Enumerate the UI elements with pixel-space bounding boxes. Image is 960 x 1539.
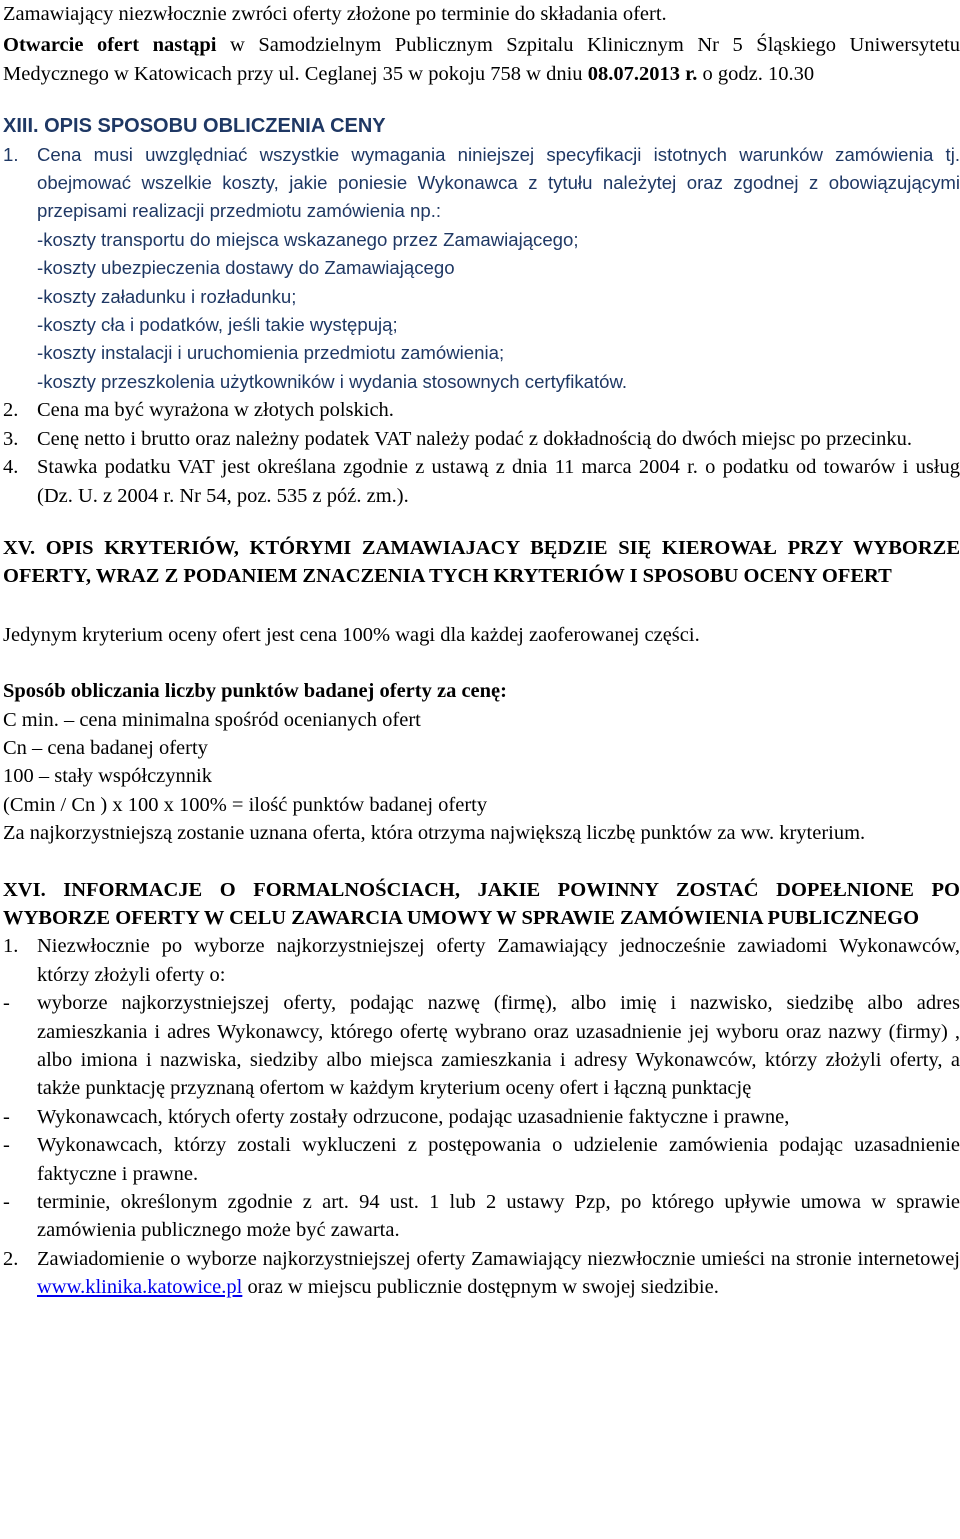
item-text-after: oraz w miejscu publicznie dostępnym w swojej siedzibie. — [242, 1276, 719, 1299]
formalities-item-2 — [3, 1245, 960, 1302]
cost-line: -koszty załadunku i rozładunku; — [37, 285, 297, 307]
section-13-title: XIII. OPIS SPOSOBU OBLICZENIA CENY — [3, 115, 386, 138]
item-number: 2. — [3, 1247, 19, 1270]
item-text: Cenę netto i brutto oraz należny podatek VAT należy podać z dokładnością do dwóch miejsc po przecinku. — [37, 427, 912, 450]
cost-line: -koszty cła i podatków, jeśli takie występują; — [37, 314, 398, 336]
section-16-title: XVI. INFORMACJE O FORMALNOŚCIACH, JAKIE POWINNY ZOSTAĆ DOPEŁNIONE PO WYBORZE OFERTY W CELU ZAWARCIA UMOWY W SPRAWIE ZAMÓWIENIA PUBLICZNEGO — [3, 878, 960, 929]
bullet-dash: - — [3, 992, 10, 1015]
item-number: 4. — [3, 456, 19, 479]
criterion-paragraph: Jedynym kryterium oceny ofert jest cena 100% wagi dla każdej zaoferowanej części. — [3, 623, 700, 646]
formula-line: (Cmin / Cn ) x 100 x 100% = ilość punktów badanej oferty — [3, 793, 488, 816]
notification-bullet — [3, 989, 960, 1103]
item-number: 2. — [3, 399, 19, 422]
bullet-dash: - — [3, 1105, 10, 1128]
item-text: Cena musi uwzględniać wszystkie wymagania niniejszej specyfikacji istotnych warunków zamówienia tj. obejmować wszelkie koszty, jakie poniesie Wykonawca z tytułu należytej oraz zgodnej z obowiązującymi przepisami realizacji przedmiotu zamówienia np.: — [37, 143, 960, 222]
website-link[interactable]: www.klinika.katowice.pl — [37, 1276, 243, 1299]
item-text: Cena ma być wyrażona w złotych polskich. — [37, 399, 394, 422]
bullet-text: terminie, określonym zgodnie z art. 94 ust. 1 lub 2 ustawy Pzp, po którego upływie umowa w sprawie zamówienia publicznego może być zawarta. — [37, 1191, 960, 1242]
bullet-dash: - — [3, 1134, 10, 1157]
item-number: 3. — [3, 427, 19, 450]
price-item-1 — [3, 141, 960, 226]
cost-line: -koszty ubezpieczenia dostawy do Zamawiającego — [37, 257, 455, 279]
price-item-2 — [3, 396, 960, 424]
price-item-4 — [3, 453, 960, 510]
cost-line: -koszty transportu do miejsca wskazanego przez Zamawiającego; — [37, 228, 579, 250]
bullet-text: wyborze najkorzystniejszej oferty, podając nazwę (firmę), albo imię i nazwisko, siedzibę albo adres zamieszkania i adres Wykonawcy, którego ofertę wybrano oraz uzasadnienie jej wyboru oraz nazwy (firmy) , albo imiona i nazwiska, siedziby albo miejsca zamieszkania i adresy Wykonawców, którzy złożyli oferty, a także punktację przyznaną ofertom w każdym kryterium oceny ofert i łączną punktację — [37, 992, 960, 1100]
cost-line: -koszty instalacji i uruchomienia przedmiotu zamówienia; — [37, 342, 505, 364]
section-15-title: XV. OPIS KRYTERIÓW, KTÓRYMI ZAMAWIAJACY BĘDZIE SIĘ KIEROWAŁ PRZY WYBORZE OFERTY, WRAZ Z PODANIEM ZNACZENIA TYCH KRYTERIÓW I SPOSOBU OCENY OFERT — [3, 536, 960, 588]
notification-bullet — [3, 1131, 960, 1188]
formula-line: 100 – stały współczynnik — [3, 765, 212, 788]
item-text-before: Zawiadomienie o wyborze najkorzystniejszej oferty Zamawiający niezwłocznie umieści na stronie internetowej — [37, 1247, 960, 1270]
formula-line: Cn – cena badanej oferty — [3, 736, 208, 759]
bullet-text: Wykonawcach, którzy zostali wykluczeni z postępowania o udzielenie zamówienia podając uzasadnienie faktyczne i prawne. — [37, 1134, 960, 1185]
bullet-text: Wykonawcach, których oferty zostały odrzucone, podając uzasadnienie faktyczne i prawne, — [37, 1105, 790, 1128]
item-text: Stawka podatku VAT jest określana zgodnie z ustawą z dnia 11 marca 2004 r. o podatku od towarów i usług (Dz. U. z 2004 r. Nr 54, poz. 535 z póź. zm.). — [37, 456, 960, 507]
item-text — [37, 1245, 960, 1302]
opening-bold: Otwarcie ofert nastąpi — [3, 34, 217, 57]
winner-paragraph: Za najkorzystniejszą zostanie uznana oferta, która otrzyma największą liczbę punktów za ww. kryterium. — [3, 822, 866, 845]
cost-line: -koszty przeszkolenia użytkowników i wydania stosownych certyfikatów. — [37, 370, 628, 392]
notification-bullet — [3, 1103, 960, 1131]
item-number: 1. — [3, 143, 19, 165]
formalities-item-1 — [3, 932, 960, 989]
opening-time: o godz. 10.30 — [697, 62, 815, 85]
formula-line: C min. – cena minimalna spośród ocenianych ofert — [3, 708, 421, 731]
item-number: 1. — [3, 935, 19, 958]
method-title: Sposób obliczania liczby punktów badanej oferty za cenę: — [3, 680, 507, 703]
item-text: Niezwłocznie po wyborze najkorzystniejszej oferty Zamawiający jednocześnie zawiadomi Wykonawców, którzy złożyli oferty o: — [37, 935, 960, 986]
late-offers-paragraph: Zamawiający niezwłocznie zwróci oferty złożone po terminie do składania ofert. — [3, 3, 667, 25]
price-item-3 — [3, 425, 960, 453]
opening-date: 08.07.2013 r. — [587, 62, 698, 85]
notification-bullet — [3, 1188, 960, 1245]
section-13-body — [3, 141, 960, 397]
opening-text: w Samodzielnym Publicznym Szpitalu Klinicznym Nr 5 Śląskiego Uniwersytetu Medycznego w Katowicach przy ul. Ceglanej 35 w pokoju 758 w dniu — [3, 34, 960, 85]
opening-paragraph — [3, 31, 960, 88]
bullet-dash: - — [3, 1191, 10, 1214]
